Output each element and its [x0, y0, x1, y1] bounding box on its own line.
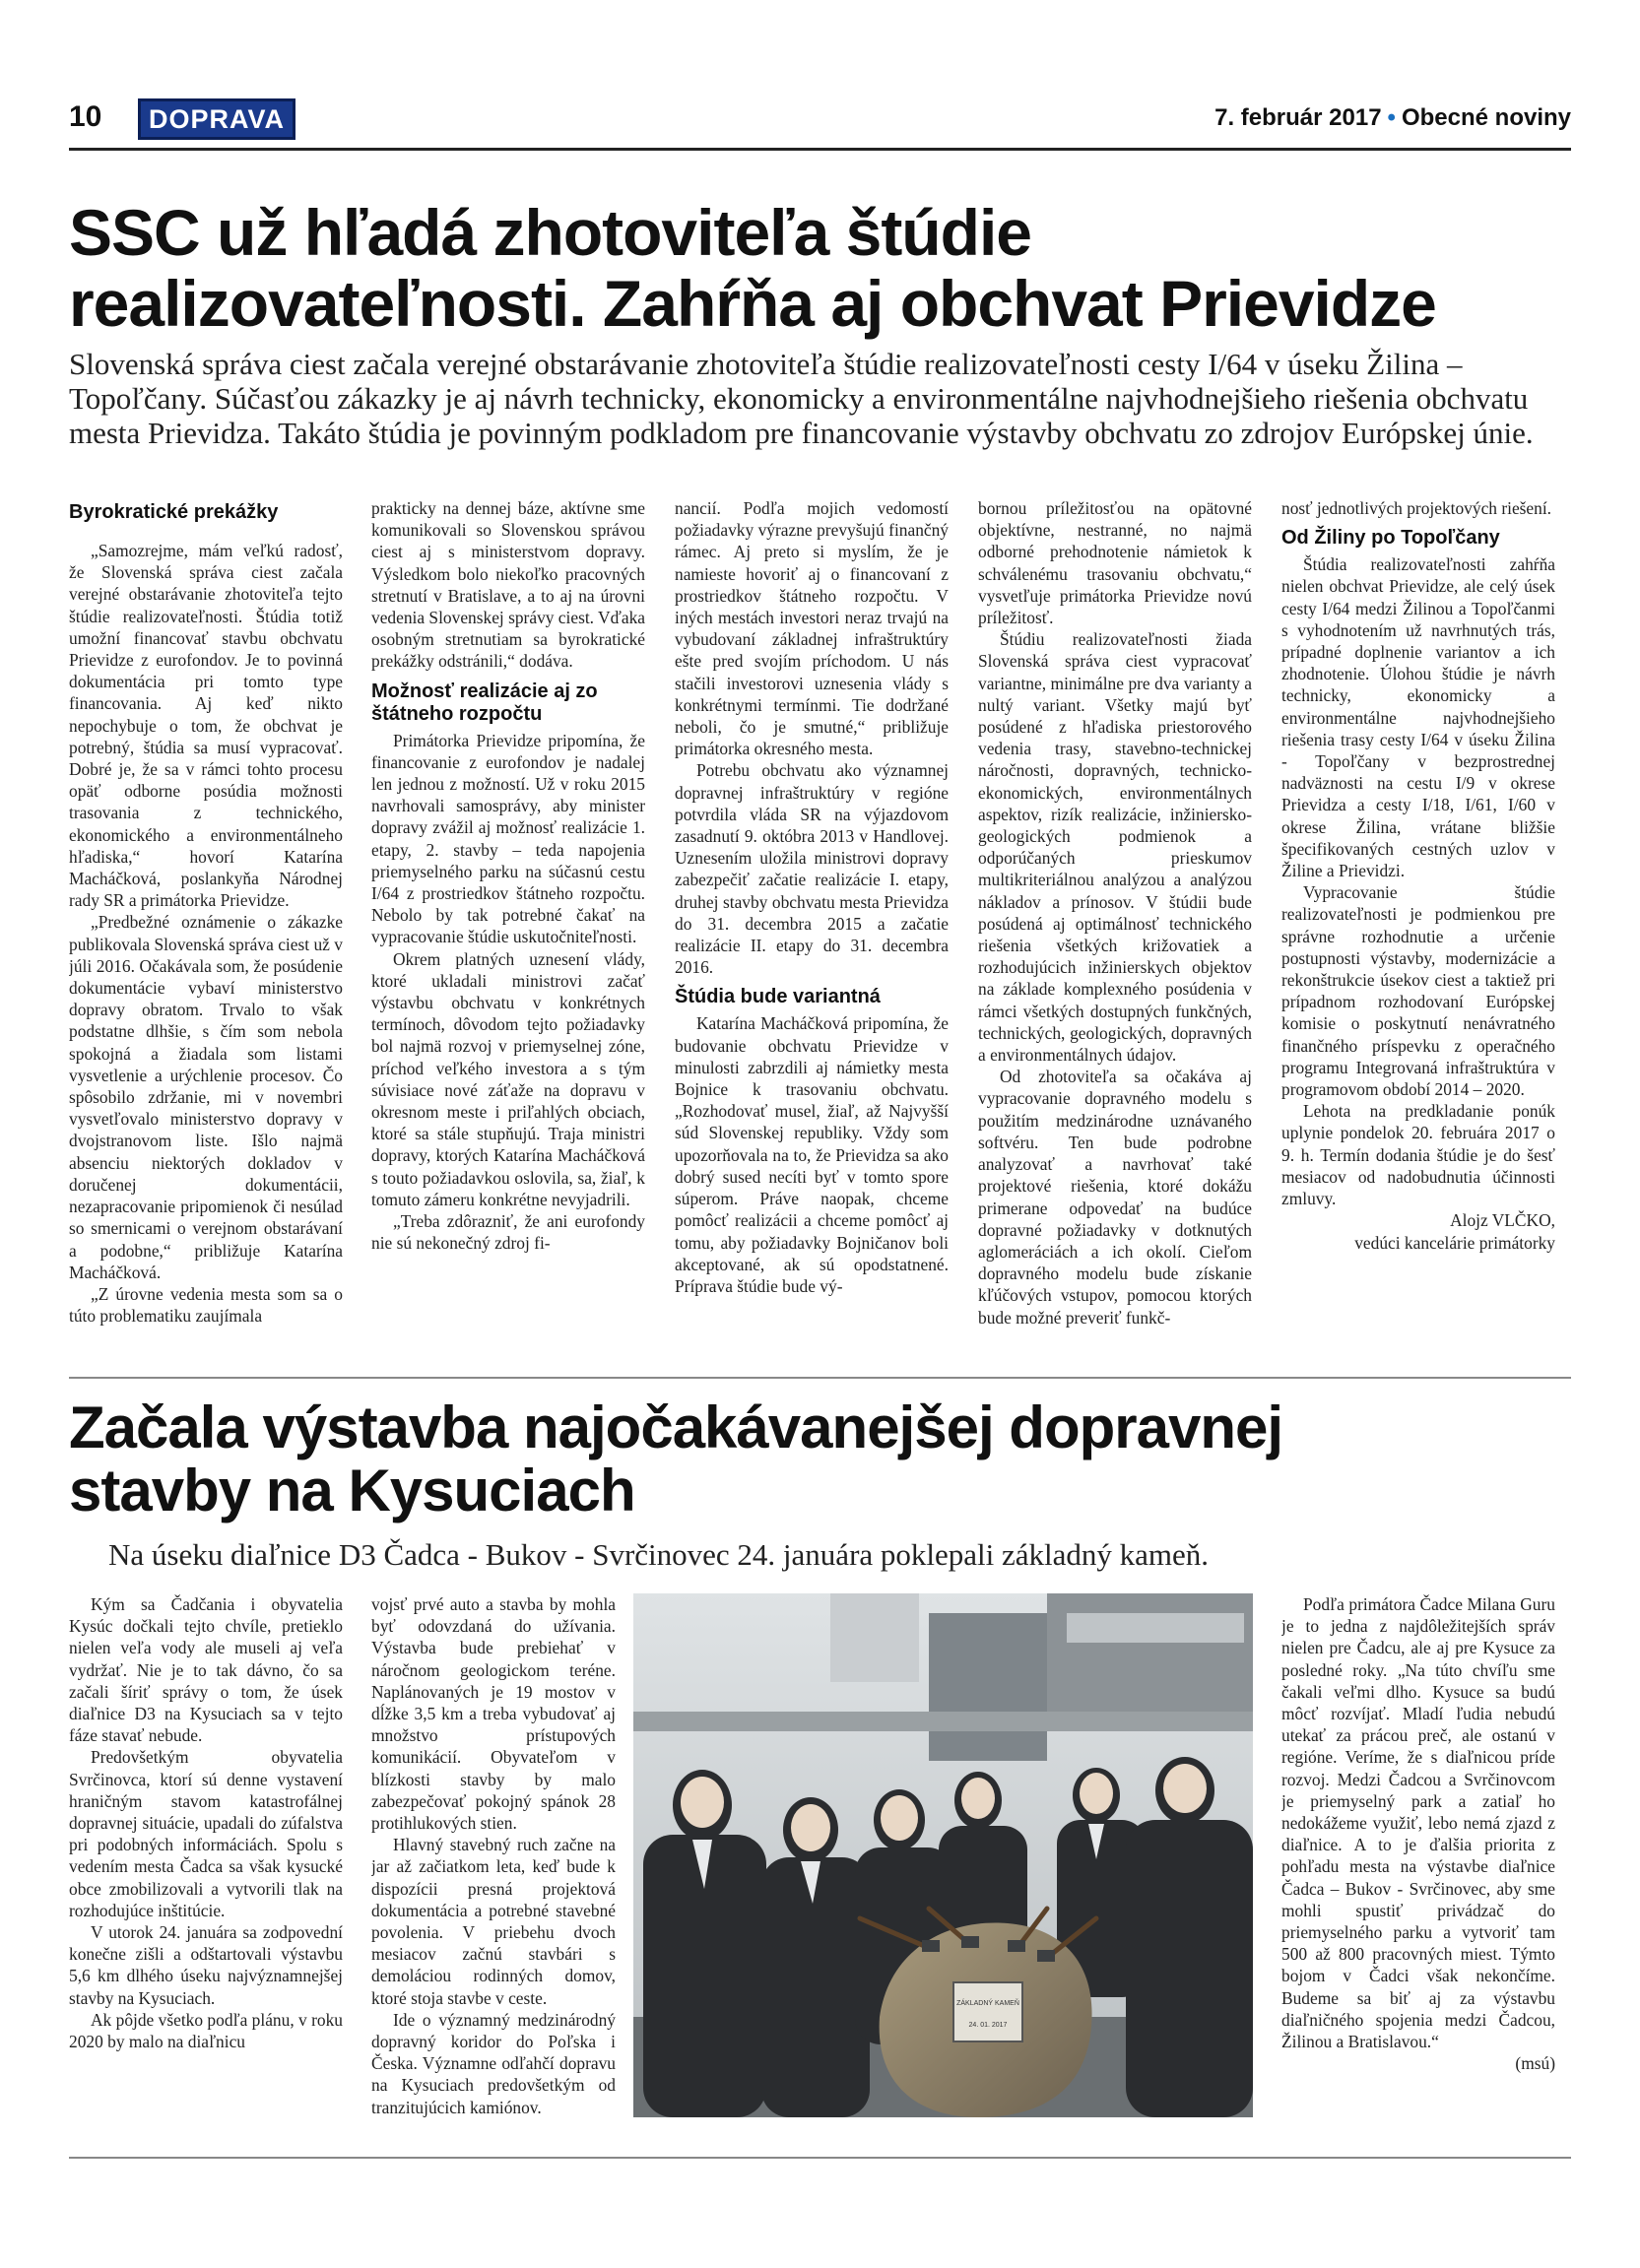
paragraph: Vypracovanie štúdie realizovateľnosti je podmienkou pre správne rozhodnutie a určenie postupnosti výstavby, modernizácie a rekonštrukcie úsekov ciest a taktiež pri prípadnom rozhodovaní Európskej komisie o poskytnutí nenávratného finančného príspevku z operačného programu Integrovaná infraštruktúra v programovom období 2014 – 2020. — [1281, 882, 1555, 1100]
article1-column-4 — [978, 497, 1252, 1369]
article2-column-3 — [1281, 1593, 1555, 2150]
paragraph: „Z úrovne vedenia mesta som sa o túto problematiku zaujímala — [69, 1283, 343, 1327]
page-number: 10 — [69, 100, 102, 133]
paragraph: Štúdiu realizovateľnosti žiada Slovenská správa ciest vypracovať variantne, minimálne pre dva varianty a nultý variant. Všetky majú byť posúdené z hľadiska priestorového vedenia trasy, stavebno-technickej náročnosti, dopravných, technicko-ekonomických, environmentálnych aspektov, rizík realizácie, inžiniersko-geologických podmienok a odporúčaných prieskumov multikriteriálnou analýzou a analýzou nákladov a prínosov. V štúdii bude posúdená aj optimálnosť technického riešenia všetkých križovatiek a rozhodujúcich inžinierskych objektov na základe komplexného posúdenia v rámci všetkých dostupných funkčných, technických, geologických, dopravných a environmentálnych údajov. — [978, 629, 1252, 1066]
article1-headline-line2: realizovateľnosti. Zahŕňa aj obchvat Prievidze — [69, 267, 1436, 340]
article1-headline-line1: SSC už hľadá zhotoviteľa štúdie — [69, 196, 1031, 269]
paragraph: „Treba zdôrazniť, že ani eurofondy nie sú nekonečný zdroj fi- — [371, 1211, 645, 1254]
stone-plaque-text: ZÁKLADNÝ KAMEŇ — [956, 2000, 1019, 2007]
article-divider — [69, 1377, 1571, 1379]
article2-column-1 — [69, 1593, 343, 2150]
paragraph: Lehota na predkladanie ponúk uplynie pondelok 20. februára 2017 o 9. h. Termín dodania štúdie je do šesť mesiacov od nadobudnutia účinnosti zmluvy. — [1281, 1101, 1555, 1209]
issue-info — [1214, 104, 1571, 132]
paragraph: Okrem platných uznesení vlády, ktoré ukladali ministrovi začať výstavbu obchvatu v konkrétnych termínoch, dôvodom tejto požiadavky bol najmä rozvoj v priemyselnej zóne, príchod veľkého investora a s tým súvisiace nové záťaže na dopravu v okresnom meste i priľahlých obciach, ktoré sa stále stupňujú. Traja ministri dopravy, ktorých Katarína Macháčková s touto požiadavkou oslovila, sa, žiaľ, k tomuto zámeru konkrétne nevyjadrili. — [371, 948, 645, 1209]
header-rule — [69, 148, 1571, 151]
paragraph: nancií. Podľa mojich vedomostí požiadavky výrazne prevyšujú finančný rámec. Aj preto si myslím, že je namieste hovoriť aj o financovaní z prostriedkov štátneho rozpočtu. V iných mestách investori neraz trvajú na vybudovaní základnej infraštruktúry ešte pred svojím príchodom. U nás stačili investorovi uznesenia vlády s konkrétnymi termínmi. Tie dodržané neboli, čo je smutné,“ približuje primátorka okresného mesta. — [675, 498, 949, 759]
subhead: Byrokratické prekážky — [69, 501, 279, 523]
article1-lead: Slovenská správa ciest začala verejné obstarávanie zhotoviteľa štúdie realizovateľnosti cesty I/64 v úseku Žilina – Topoľčany. Súčasťou zákazky je aj návrh technicky, ekonomicky a environmentálne najvhodnejšieho riešenia obchvatu mesta Prievidza. Takáto štúdia je povinným podkladom pre financovanie výstavby obchvatu zo zdrojov Európskej únie. — [69, 347, 1534, 450]
paragraph: Primátorka Prievidze pripomína, že financovanie z eurofondov je nadalej len jednou z možností. Už v roku 2015 navrhovali samosprávy, aby minister dopravy zvážil aj možnosť realizácie 1. etapy, 2. stavby – teda napojenia priemyselného parku na súčasnú cestu I/64 z prostriedkov štátneho rozpočtu. Nebolo by tak potrebné čakať na vypracovanie štúdie uskutočniteľnosti. — [371, 730, 645, 947]
paragraph: „Predbežné oznámenie o zákazke publikovala Slovenská správa ciest už v júli 2016. Očakávala som, že posúdenie dokumentácie vybaví ministerstvo dopravy obratom. Trvalo to však podstatne dlhšie, s čím som nebola spokojná a žiadala som listami vysvetlenie a urýchlenie procesov. Čo spôsobilo zdržanie, mi v novembri vysvetľovalo ministerstvo dopravy v dvojstranovom liste. Išlo najmä absenciu niektorých dokladov v doručenej dokumentácii, nezapracovanie pripomienok či nesúlad so smernicami o verejnom obstarávaní a podobne,“ približuje Katarína Macháčková. — [69, 912, 343, 1282]
stone-plaque-date: 24. 01. 2017 — [968, 2022, 1008, 2029]
paragraph: Hlavný stavebný ruch začne na jar až začiatkom leta, keď bude k dispozícii presná projektová dokumentácia a potrebné stavebné povolenia. V priebehu dvoch mesiacov začnú stavbári s demoláciou rodinných domov, ktoré stoja stavbe v ceste. — [371, 1835, 616, 2008]
article1-column-3 — [675, 497, 949, 1369]
subhead: Možnosť realizácie aj zo štátneho rozpočtu — [371, 680, 598, 725]
paragraph: Ak pôjde všetko podľa plánu, v roku 2020 by malo na diaľnicu — [69, 2009, 343, 2052]
bottom-rule — [69, 2157, 1571, 2159]
article2-headline — [69, 1396, 1576, 1523]
page-header — [69, 98, 1571, 144]
section-label: DOPRAVA — [138, 98, 295, 140]
subhead: Štúdia bude variantná — [675, 986, 881, 1008]
article2-headline-line1: Začala výstavba najočakávanejšej dopravnej — [69, 1394, 1283, 1460]
article2-headline-line2: stavby na Kysuciach — [69, 1458, 635, 1523]
author-role: vedúci kancelárie primátorky — [1354, 1232, 1555, 1253]
article2-deck: Na úseku diaľnice D3 Čadca - Bukov - Svrčinovec 24. januára poklepali základný kameň. — [108, 1537, 1210, 1572]
paragraph: prakticky na dennej báze, aktívne sme komunikovali so Slovenskou správou ciest aj s ministerstvom dopravy. Výsledkom bolo niekoľko pracovných stretnutí v Bratislave, a to aj na úrovni vedenia Slovenskej správy ciest. Vďaka osobným stretnutiam sa byrokratické prekážky odstránili,“ dodáva. — [371, 498, 645, 672]
ceremony-photo — [633, 1593, 1253, 2117]
author-name: Alojz VLČKO, — [1450, 1210, 1555, 1231]
publication-name: Obecné noviny — [1401, 104, 1571, 131]
article2-column-2 — [371, 1593, 616, 2150]
paragraph: Od zhotoviteľa sa očakáva aj vypracovanie dopravného modelu s použitím medzinárodne uznávaného softvéru. Ten bude podrobne analyzovať a navrhovať také projektové riešenia, ktoré dokážu primerane odpovedať na budúce dopravné požiadavky v dotknutých aglomeráciách a ich okolí. Cieľom dopravného modelu bude získanie kľúčových vstupov, pomocou ktorých bude možné preveriť funkč- — [978, 1067, 1252, 1328]
paragraph: Podľa primátora Čadce Milana Guru je to jedna z najdôležitejších správ nielen pre Čadcu, ale aj pre Kysuce za posledné roky. „Na túto chvíľu sme čakali veľmi dlho. Kysuce sa budú môcť rozvíjať. Mladí ľudia nebudú utekať za prácou preč, ale ostanú v regióne. Veríme, že s diaľnicou príde rozvoj. Medzi Čadcou a Svrčinovcom je priemyselný park a zatiaľ ho nedokážeme využiť, lebo nemá zjazd z diaľnice. A to je ďalšia priorita z pohľadu mesta na výstavbe diaľnice Čadca – Bukov - Svrčinovec, aby sme mohli spustiť privádzač do priemyselného parku a vytvoriť tam 500 až 800 pracovných miest. Týmto bojom v Čadci však nekončíme. Budeme sa biť aj za výstavbu diaľničného spojenia medzi Čadcou, Žilinou a Bratislavou.“ — [1281, 1594, 1555, 2052]
subhead: Od Žiliny po Topoľčany — [1281, 527, 1500, 550]
paragraph: Potrebu obchvatu ako významnej dopravnej infraštruktúry v regióne potvrdila vláda SR na výjazdovom zasadnutí 9. októbra 2013 v Handlovej. Uznesením uložila ministrovi dopravy zabezpečiť začatie realizácie I. etapy, druhej stavby obchvatu mesta Prievidza do 31. decembra 2015 a začatie realizácie II. etapy do 31. decembra 2016. — [675, 760, 949, 978]
paragraph: Ide o významný medzinárodný dopravný koridor do Poľska i Česka. Významne odľahčí dopravu na Kysuciach predovšetkým od tranzitujúcich kamiónov. — [371, 2009, 616, 2117]
paragraph: Predovšetkým obyvatelia Svrčinovca, ktorí sú denne vystavení hraničným stavom katastrofálnej dopravnej situácie, upadali do zúfalstva pri podobných informáciách. Spolu s vedením mesta Čadca sa však kysucké obce zmobilizovali a vytvorili tlak na rozhodujúce inštitúcie. — [69, 1747, 343, 1920]
article1-column-1 — [69, 497, 343, 1369]
article1-headline — [69, 197, 1576, 339]
paragraph: „Samozrejme, mám veľkú radosť, že Slovenská správa ciest začala verejné obstarávanie zhotoviteľa tejto štúdie realizovateľnosti. Štúdia totiž umožní financovať stavbu obchvatu Prievidze z eurofondov. Je to povinná dokumentácia pri tomto type financovania. Aj keď nikto nepochybuje o tom, že obchvat je potrebný, štúdia sa musí vypracovať. Dobré je, že sa v rámci tohto procesu opäť odborne posúdia možnosti trasovania z technického, ekonomického a environmentálneho hľadiska,“ hovorí Katarína Macháčková, poslankyňa Národnej rady SR a primátorka Prievidze. — [69, 541, 343, 911]
separator-dot: • — [1387, 104, 1396, 131]
article1-column-5 — [1281, 497, 1555, 1369]
paragraph: V utorok 24. januára sa zodpovední konečne zišli a odštartovali výstavbu 5,6 km dlhého úseku najvýznamnejšej stavby na Kysuciach. — [69, 1922, 343, 2008]
paragraph: nosť jednotlivých projektových riešení. — [1281, 498, 1552, 518]
paragraph: Štúdia realizovateľnosti zahŕňa nielen obchvat Prievidze, ale celý úsek cesty I/64 medzi Žilinou a Topoľčanmi s vyhodnotením už navrhnutých trás, prípadné doplnenie variantov a ich zhodnotenie. Úlohou štúdie je návrh technicky, ekonomicky a environmentálne najvhodnejšieho riešenia trasy cesty I/64 v úseku Žilina - Topoľčany v bezprostrednej nadväznosti na cestu I/9 v okrese Prievidza a cesty I/18, I/61, I/60 v okrese Žilina, vrátane bližšie špecifikovaných cestných uzlov v Žiline a Prievidzi. — [1281, 554, 1555, 881]
issue-date: 7. február 2017 — [1214, 104, 1382, 131]
article1-column-2 — [371, 497, 645, 1369]
paragraph: vojsť prvé auto a stavba by mohla byť odovzdaná do užívania. Výstavba bude prebiehať v náročnom geologickom teréne. Naplánovaných je 19 mostov v dĺžke 3,5 km a treba vybudovať aj množstvo prístupových komunikácií. Obyvateľom v blízkosti stavby by malo zabezpečovať pokojný spánok 28 protihlukových stien. — [371, 1594, 616, 1834]
author-sign: (msú) — [1515, 2053, 1555, 2074]
paragraph: bornou príležitosťou na opätovné objektívne, nestranné, no najmä odborné prehodnotenie námietok k schválenému trasovaniu obchvatu,“ vysvetľuje primátorka Prievidze novú príležitosť. — [978, 498, 1252, 628]
ceremony-photo-illustration — [633, 1593, 1253, 2117]
paragraph: Kým sa Čadčania i obyvatelia Kysúc dočkali tejto chvíle, pretieklo nielen veľa vody ale museli aj veľa vydržať. Nie je to tak dávno, čo sa začali šíriť správy o tom, že úsek diaľnice D3 na Kysuciach sa v tejto fáze stavať nebude. — [69, 1594, 343, 1746]
paragraph: Katarína Macháčková pripomína, že budovanie obchvatu Prievidze v minulosti zabrzdili aj námietky mesta Bojnice k trasovaniu obchvatu. „Rozhodovať musel, žiaľ, až Najvyšší súd Slovenskej republiky. Vždy som upozorňovala na to, že Prievidza sa ako dobrý sused necíti byť v tomto spore súperom. Práve naopak, chceme pomôcť realizácii a chceme pomôcť aj tomu, aby požiadavky Bojničanov boli akceptované, ak sú opodstatnené. Príprava štúdie bude vý- — [675, 1013, 949, 1296]
